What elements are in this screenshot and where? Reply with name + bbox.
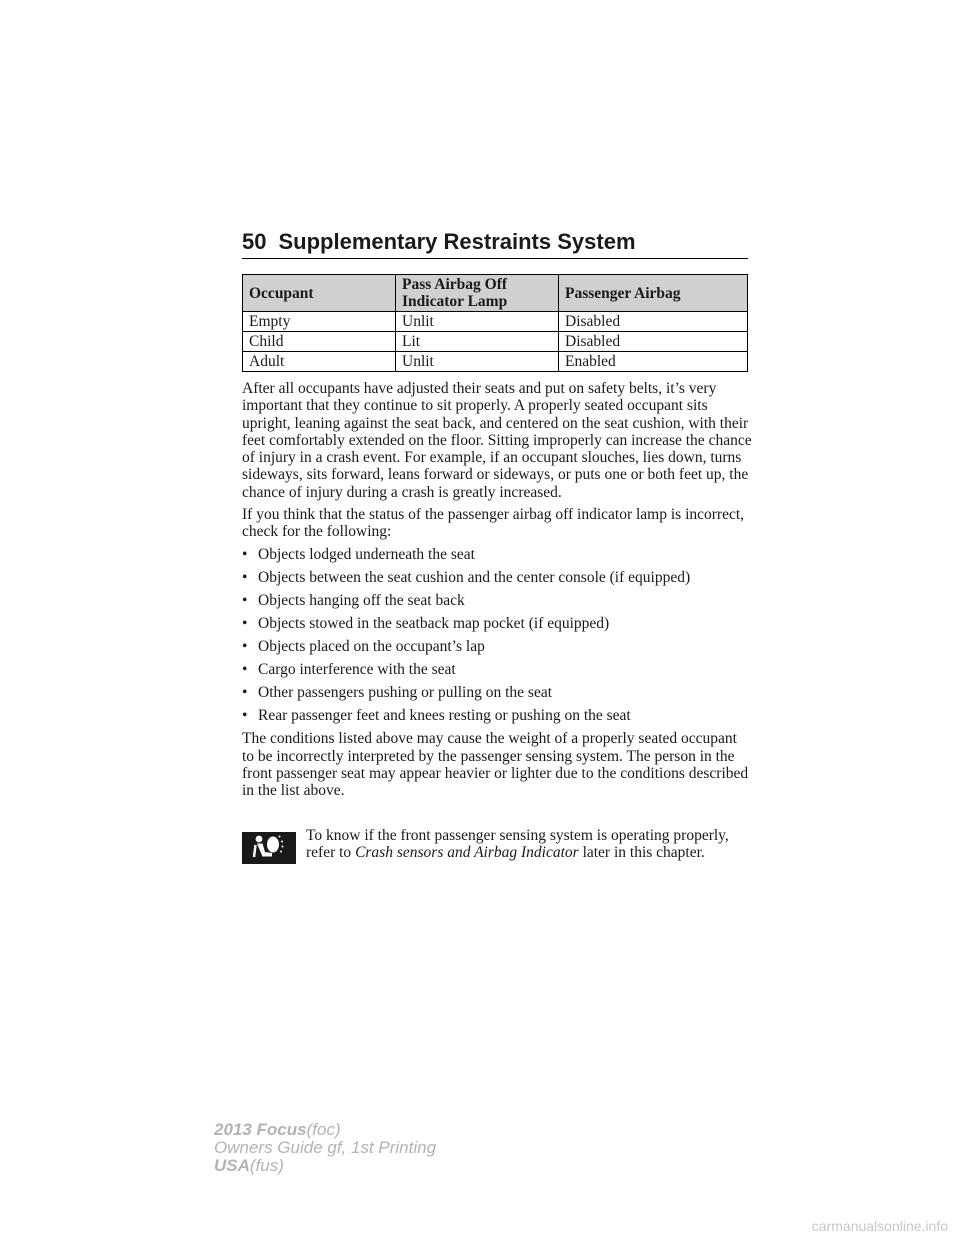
table-cell: Child: [243, 332, 396, 352]
list-item: • Objects lodged underneath the seat: [242, 545, 475, 563]
page-header: [242, 229, 636, 255]
list-item: • Objects stowed in the seatback map pocket (if equipped): [242, 614, 610, 632]
bullet-glyph: •: [242, 684, 248, 702]
table-header-occupant: Occupant: [243, 275, 396, 312]
table-cell: Enabled: [559, 352, 748, 372]
table-row: [243, 332, 748, 352]
footer-market-line: USA(fus): [214, 1156, 284, 1175]
footer-printing-line: Owners Guide gf, 1st Printing: [214, 1138, 437, 1157]
site-watermark: carmanualsonline.info: [811, 1218, 948, 1234]
list-item: • Cargo interference with the seat: [242, 661, 456, 679]
check-list: [242, 546, 752, 725]
table-cell: Lit: [396, 332, 559, 352]
header-rule: [242, 258, 748, 259]
paragraph-check-intro: If you think that the status of the passenger airbag off indicator lamp is incorrect, check for the following:: [242, 506, 745, 541]
body-text: [242, 380, 752, 805]
list-item: • Objects placed on the occupant’s lap: [242, 638, 485, 656]
print-footer: [214, 1121, 436, 1175]
chapter-reference: Crash sensors and Airbag Indicator: [355, 844, 579, 862]
bullet-glyph: •: [242, 614, 248, 632]
airbag-status-table: [242, 274, 748, 372]
table-header-row: [243, 275, 748, 312]
table-cell: Disabled: [559, 312, 748, 332]
bullet-glyph: •: [242, 638, 248, 656]
table-row: [243, 312, 748, 332]
table-cell: Unlit: [396, 352, 559, 372]
list-item: • Other passengers pushing or pulling on the seat: [242, 684, 553, 702]
table-row: [243, 352, 748, 372]
bullet-glyph: •: [242, 545, 248, 563]
list-item: • Objects between the seat cushion and the center console (if equipped): [242, 568, 691, 586]
table-header-passenger-airbag: Passenger Airbag: [559, 275, 748, 312]
table-cell: Unlit: [396, 312, 559, 332]
bullet-glyph: •: [242, 707, 248, 725]
note-text: To know if the front passenger sensing system is operating properly, refer to Crash sensors and Airbag Indicator later in this chapter.: [306, 827, 729, 862]
page-number: 50: [242, 229, 267, 254]
footer-model-line: 2013 Focus(foc): [214, 1120, 341, 1139]
table-cell: Disabled: [559, 332, 748, 352]
list-item: • Rear passenger feet and knees resting or pushing on the seat: [242, 707, 631, 725]
table-cell: Empty: [243, 312, 396, 332]
airbag-warning-icon: [242, 832, 296, 864]
bullet-glyph: •: [242, 568, 248, 586]
table-cell: Adult: [243, 352, 396, 372]
list-item: • Objects hanging off the seat back: [242, 591, 465, 609]
bullet-glyph: •: [242, 661, 248, 679]
paragraph-conditions: The conditions listed above may cause the weight of a properly seated occupant to be incorrectly interpreted by the passenger sensing system. The person in the front passenger seat may appear heavier or lighter due to the conditions described in the list above.: [242, 730, 749, 800]
airbag-warning-icon-graphic: [242, 832, 296, 864]
bullet-glyph: •: [242, 591, 248, 609]
table-header-indicator-lamp: Pass Airbag Off Indicator Lamp: [396, 275, 559, 312]
section-title: Supplementary Restraints System: [278, 229, 636, 254]
paragraph-sitting-properly: After all occupants have adjusted their seats and put on safety belts, it’s very important that they continue to sit properly. A properly seated occupant sits upright, leaning against the seat back, and centered on the seat cushion, with their feet comfortably extended on the floor. Sitting improperly can increase the chance of injury in a crash event. For example, if an occupant slouches, lies down, turns sideways, sits forward, leans forward or sideways, or puts one or both feet up, the chance of injury during a crash is greatly increased.: [242, 380, 752, 501]
